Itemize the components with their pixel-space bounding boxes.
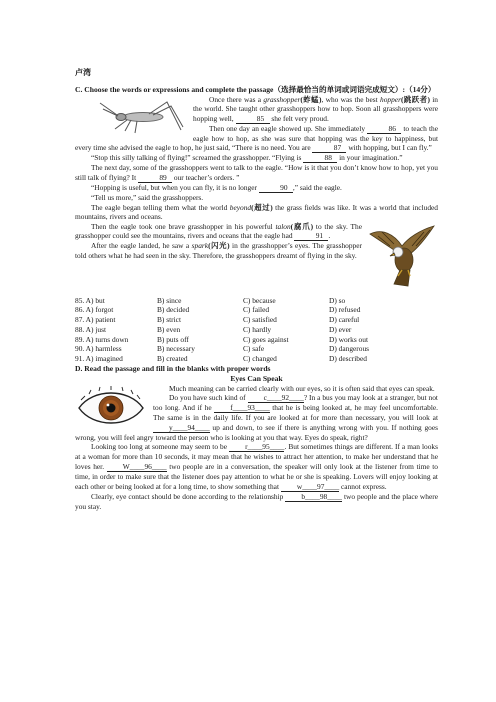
passage-c-p4 [75,163,438,183]
option-row [75,344,438,354]
option-b: B) decided [157,305,190,315]
grasshopper-image [97,97,185,137]
district-heading: 卢湾 [75,68,91,77]
text-fragment: Looking too long at someone may seem to be [91,442,230,452]
glossed-word-talon: talon [275,221,291,231]
text-fragment: Then one day an eagle showed up. She immediately [209,123,368,133]
passage-d-p1: Much meaning can be carried clearly with our eyes, so it is often said that eyes can speak. [169,383,435,393]
blank-93: f____93____ [214,404,269,413]
passage-d-p4 [75,492,438,512]
option-row [75,354,438,364]
text-fragment: the grass fields was like. It was a world that included mountains, rivers and oceans. [75,202,438,222]
passage-c-p7 [75,203,438,222]
option-b: B) strict [157,315,182,325]
option-d: D) dangerous [329,344,370,354]
option-d: D) so [329,295,346,305]
option-d: D) works out [329,334,369,344]
option-c: C) satisfied [243,315,277,325]
option-number: 85. A) but [75,295,105,305]
option-d: D) careful [329,315,360,325]
option-c: C) safe [243,344,265,354]
option-row [75,335,438,345]
option-c: C) hardly [243,324,272,334]
text-fragment: “Hopping is useful, but when you can fly, it is no longer [91,182,259,192]
option-number: 90. A) harmless [75,344,122,354]
gloss-cn: (蚱蜢) [300,94,322,104]
passage-c-p5 [75,183,438,193]
option-number: 86. A) forgot [75,305,114,315]
text-fragment: two people are in a conversation, the speaker will only look at the listener from time to time, in order to make sure that the listener does pay attention to what he or she is speaking. Lovers will enjoy looking at each other or being looked at for a long time, to show something that [75,462,438,491]
option-b: B) created [157,353,188,363]
passage-c-p6: “Tell us more,” said the grasshoppers. [91,192,204,202]
option-c: C) failed [243,305,270,315]
text-fragment: . [328,231,331,241]
eagle-image [368,224,436,290]
blank-89: 89 [138,174,172,183]
text-fragment: ,” said the eagle. [292,182,342,192]
glossed-word-spark: spark [191,241,209,251]
text-fragment: that he is being looked at, he may feel uncomfortable. The same is in the daily life. If you are looked at for more than necessary, you will look at [153,403,438,423]
text-fragment: Then the eagle took one brave grasshopper in his powerful [91,221,276,231]
option-c: C) goes against [243,334,289,344]
text-fragment: to teach the eagle how to hop, as she was sure that hopping was the key to happiness, but every time she advised the eagle to hop, he just said, “There is no need. You are [75,123,438,153]
passage-d-p3 [75,442,438,491]
gloss-cn: (超过) [251,202,273,212]
text-fragment: she felt very proud. [269,113,329,123]
text-fragment: The eagle began telling them what the world [91,202,230,212]
text-fragment: with hopping, but I can fly.” [346,143,432,153]
option-row [75,325,438,335]
blank-87: 87 [312,144,346,153]
option-d: D) described [329,353,367,363]
blank-98: b____98____ [285,493,342,502]
blank-86: 86 [367,125,401,134]
text-fragment: Once there was a [209,94,264,104]
text-fragment: in the grasshopper’s eyes. The grasshopper told others what he had seen in the sky. Therefore, the grasshoppers dreamt of flying in the sky. [75,241,362,260]
text-fragment: “Stop this silly talking of flying!” screamed the grasshopper. “Flying is [91,153,304,163]
option-c: C) because [243,295,276,305]
gloss-cn: (闪光) [208,241,230,251]
text-fragment: After the eagle landed, he saw a [91,241,192,251]
blank-91: 91 [294,232,328,241]
option-row [75,305,438,315]
section-d-title: D. Read the passage and fill in the blanks with proper words [75,363,271,373]
option-c: C) changed [243,353,277,363]
text-fragment: Clearly, eye contact should be done according to the relationship [91,491,286,501]
option-d: D) refused [329,305,361,315]
text-fragment: in the world. She taught other grasshoppers how to hop. Soon all grasshoppers were hopping well, [193,94,438,123]
section-c-title: C. Choose the words or expressions and complete the passage（选择最恰当的单词或词语完成短文）:（14分） [75,84,436,94]
eye-image [77,386,145,430]
text-fragment: two people and the place where you stay. [75,491,438,511]
text-fragment: . But sometimes things are different. If a man looks at a woman for more than 10 seconds, it may mean that he wishes to attract her attention, to make her understand that he loves her. [75,442,438,472]
option-b: B) puts off [157,334,189,344]
option-row [75,296,438,306]
text-fragment: to the sky. The grasshopper could see the mountains, rivers and oceans that the eagle had [75,221,362,241]
blank-94: y____94____ [153,424,210,433]
blank-97: w____97____ [281,483,339,492]
text-fragment: in your imagination.” [337,153,403,163]
passage-c-p3 [75,153,438,163]
blank-90: 90 [259,184,293,193]
gloss-cn: (腐爪) [290,221,314,231]
text-fragment: ? In a bus you may look at a stranger, but not too long. And if he [153,393,438,413]
text-fragment: our teacher’s orders. ” [172,172,240,182]
text-fragment: The next day, some of the grasshoppers went to talk to the eagle. “How is it that you don’t know how to hop, yet you still talk of flying? It [75,163,438,182]
option-b: B) even [157,324,181,334]
glossed-word-beyond: beyond [229,202,252,212]
text-fragment: up and down, to see if there is anything wrong with you. If nothing goes wrong, you will feel angry toward the person who is looking at you that way. Eyes do speak, right? [75,422,438,442]
options-table [75,296,438,364]
text-fragment: Do you have such kind of [169,393,248,403]
option-number: 88. A) just [75,324,107,334]
gloss-cn: (跳跃者) [400,94,430,104]
glossed-word-grasshopper: grasshopper [263,94,301,104]
text-fragment: cannot express. [339,481,387,491]
option-number: 89. A) turns down [75,334,129,344]
blank-88: 88 [303,154,337,163]
blank-96: W____96____ [107,463,167,472]
option-d: D) ever [329,324,352,334]
option-b: B) since [157,295,182,305]
blank-95: r____95____ [229,443,284,452]
glossed-word-hopper: hopper [380,94,401,104]
text-fragment: , who was the best [321,94,381,104]
option-number: 91. A) imagined [75,353,123,363]
passage-d-title: Eyes Can Speak [230,373,283,383]
option-number: 87. A) patient [75,315,116,325]
option-row [75,315,438,325]
option-b: B) necessary [157,344,195,354]
blank-92: c____92____ [248,394,304,403]
blank-85: 85 [236,115,270,124]
